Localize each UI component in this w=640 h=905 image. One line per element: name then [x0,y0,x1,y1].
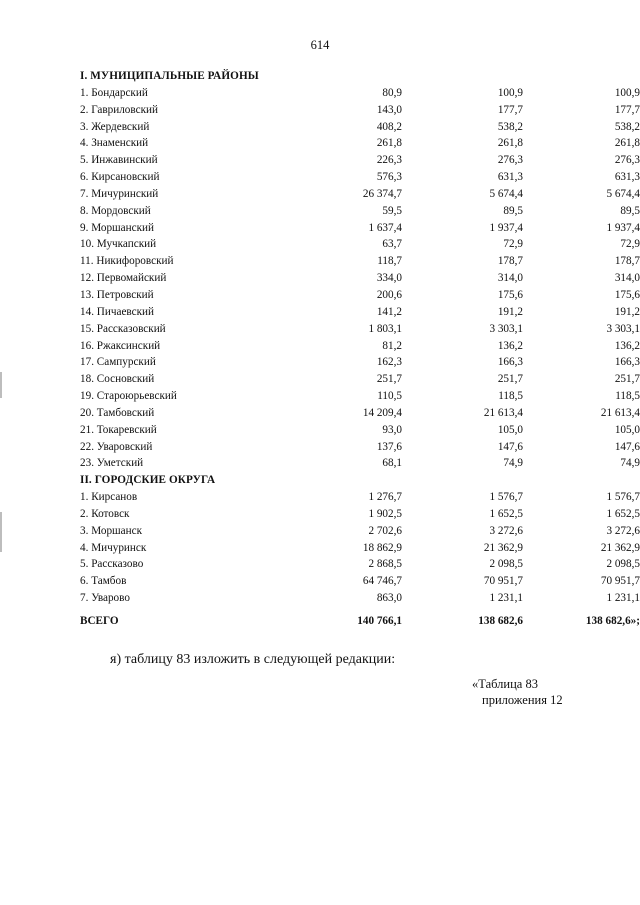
territory-name: 23. Уметский [80,457,144,470]
value-col-2: 3 303,1 [489,322,523,335]
page-number: 614 [310,38,330,52]
value-col-3: 1 937,4 [606,221,640,234]
table-row [80,220,640,237]
value-col-2: 276,3 [497,154,523,167]
value-col-3: 21 362,9 [600,541,640,554]
territory-name: 12. Первомайский [80,272,167,285]
table-row [80,236,640,253]
value-col-3: 251,7 [614,373,640,386]
value-col-1: 80,9 [382,86,402,99]
value-col-3: 70 951,7 [600,575,640,588]
value-col-2: 538,2 [497,120,523,133]
table-row [80,405,640,422]
value-col-1: 118,7 [377,255,402,268]
value-col-1: 68,1 [382,457,402,470]
value-col-3: 538,2 [614,120,640,133]
value-col-2: 147,6 [497,440,523,453]
total-col-3: 138 682,6»; [585,615,640,627]
value-col-3: 177,7 [614,103,640,116]
territory-name: 1. Кирсанов [80,491,138,504]
territory-name: 7. Мичуринский [80,187,159,200]
value-col-1: 1 276,7 [368,491,402,504]
value-col-3: 191,2 [614,305,640,318]
value-col-1: 863,0 [376,592,402,605]
value-col-2: 21 613,4 [483,406,523,419]
value-col-2: 175,6 [497,288,523,301]
territory-name: 2. Котовск [80,507,130,520]
value-col-3: 89,5 [620,204,640,217]
table-reference-title: «Таблица 83 [472,677,538,691]
table-row [80,304,640,321]
territory-name: 16. Ржаксинский [80,339,161,352]
value-col-3: 261,8 [614,137,640,150]
value-col-2: 1 652,5 [489,507,523,520]
value-col-3: 631,3 [614,171,640,184]
table-row [80,354,640,371]
table-row [80,85,640,102]
value-col-1: 162,3 [376,356,402,369]
value-col-3: 276,3 [614,154,640,167]
scan-edge-mark [0,512,2,552]
value-col-3: 105,0 [614,423,640,436]
total-label: ВСЕГО [80,615,119,627]
value-col-2: 166,3 [497,356,523,369]
territory-name: 22. Уваровский [80,440,153,453]
table-row [80,540,640,557]
section-title: II. ГОРОДСКИЕ ОКРУГА [80,474,216,487]
value-col-2: 72,9 [503,238,523,251]
value-col-3: 74,9 [620,457,640,470]
budget-table [80,68,640,630]
value-col-3: 72,9 [620,238,640,251]
territory-name: 4. Знаменский [80,137,149,150]
value-col-3: 100,9 [614,86,640,99]
value-col-2: 261,8 [497,137,523,150]
territory-name: 11. Никифоровский [80,255,174,268]
value-col-1: 81,2 [382,339,402,352]
value-col-3: 175,6 [614,288,640,301]
territory-name: 9. Моршанский [80,221,154,234]
value-col-1: 26 374,7 [362,187,402,200]
value-col-2: 105,0 [497,423,523,436]
value-col-3: 1 576,7 [606,491,640,504]
value-col-1: 2 868,5 [368,558,402,571]
value-col-2: 3 272,6 [489,524,523,537]
value-col-3: 166,3 [614,356,640,369]
total-row [80,613,640,630]
value-col-2: 177,7 [497,103,523,116]
territory-name: 5. Рассказово [80,558,144,571]
value-col-3: 118,5 [615,390,640,403]
value-col-1: 2 702,6 [368,524,402,537]
value-col-1: 18 862,9 [362,541,402,554]
territory-name: 4. Мичуринск [80,541,147,554]
table-row [80,556,640,573]
value-col-3: 178,7 [614,255,640,268]
table-row [80,338,640,355]
territory-name: 20. Тамбовский [80,406,155,419]
section-title: I. МУНИЦИПАЛЬНЫЕ РАЙОНЫ [80,70,259,82]
value-col-1: 251,7 [376,373,402,386]
table-row [80,523,640,540]
value-col-2: 2 098,5 [489,558,523,571]
territory-name: 2. Гавриловский [80,103,158,116]
value-col-2: 178,7 [497,255,523,268]
table-reference-appendix: приложения 12 [482,693,563,707]
territory-name: 21. Токаревский [80,423,157,436]
section-heading [80,472,605,489]
territory-name: 1. Бондарский [80,86,148,99]
table-row [80,321,640,338]
value-col-1: 93,0 [382,423,402,436]
territory-name: 17. Сампурский [80,356,156,369]
value-col-1: 1 803,1 [368,322,402,335]
value-col-3: 314,0 [614,272,640,285]
territory-name: 13. Петровский [80,288,154,301]
value-col-2: 631,3 [497,171,523,184]
value-col-1: 200,6 [376,288,402,301]
territory-name: 5. Инжавинский [80,154,158,167]
value-col-1: 110,5 [377,390,402,403]
value-col-1: 576,3 [376,171,402,184]
table-row [80,388,640,405]
value-col-2: 5 674,4 [489,187,523,200]
value-col-3: 21 613,4 [600,406,640,419]
value-col-2: 314,0 [497,272,523,285]
value-col-1: 408,2 [376,120,402,133]
value-col-2: 1 231,1 [489,592,523,605]
territory-name: 14. Пичаевский [80,305,154,318]
table-row [80,506,640,523]
value-col-3: 136,2 [614,339,640,352]
value-col-1: 64 746,7 [362,575,402,588]
value-col-1: 14 209,4 [362,406,402,419]
table-row [80,455,640,472]
value-col-3: 3 272,6 [606,524,640,537]
table-row [80,169,640,186]
territory-name: 15. Рассказовский [80,322,166,335]
value-col-1: 1 902,5 [368,507,402,520]
table-row [80,203,640,220]
value-col-2: 21 362,9 [483,541,523,554]
value-col-1: 261,8 [376,137,402,150]
value-col-2: 89,5 [503,204,523,217]
total-col-1: 140 766,1 [357,615,402,627]
value-col-3: 1 652,5 [606,507,640,520]
value-col-1: 143,0 [376,103,402,116]
territory-name: 10. Мучкапский [80,238,157,251]
value-col-2: 100,9 [497,86,523,99]
table-row [80,573,640,590]
table-row [80,152,640,169]
value-col-3: 2 098,5 [606,558,640,571]
table-row [80,422,640,439]
value-col-2: 191,2 [497,305,523,318]
territory-name: 3. Моршанск [80,524,143,537]
scan-edge-mark [0,372,2,398]
territory-name: 3. Жердевский [80,120,150,133]
value-col-2: 1 576,7 [489,491,523,504]
territory-name: 6. Кирсановский [80,171,160,184]
table-row [80,287,640,304]
territory-name: 8. Мордовский [80,204,151,217]
table-row [80,119,640,136]
value-col-2: 74,9 [503,457,523,470]
territory-name: 6. Тамбов [80,575,127,588]
value-col-3: 1 231,1 [606,592,640,605]
value-col-3: 3 303,1 [606,322,640,335]
table-row [80,439,640,456]
value-col-1: 1 637,4 [368,221,402,234]
value-col-2: 1 937,4 [489,221,523,234]
value-col-2: 118,5 [498,390,523,403]
value-col-2: 70 951,7 [483,575,523,588]
value-col-2: 136,2 [497,339,523,352]
table-reference [472,676,563,708]
table-row [80,371,640,388]
table-row [80,253,640,270]
table-row [80,489,640,506]
value-col-1: 141,2 [376,305,402,318]
table-row [80,590,640,607]
value-col-1: 137,6 [376,440,402,453]
total-col-2: 138 682,6 [478,615,523,627]
value-col-1: 226,3 [376,154,402,167]
table-row [80,135,640,152]
value-col-3: 5 674,4 [606,187,640,200]
table-row [80,102,640,119]
table-row [80,186,640,203]
value-col-1: 59,5 [382,204,402,217]
edit-instruction: я) таблицу 83 изложить в следующей редакции: [110,652,396,667]
table-row [80,270,640,287]
territory-name: 7. Уварово [80,592,130,605]
territory-name: 18. Сосновский [80,373,155,386]
value-col-3: 147,6 [614,440,640,453]
territory-name: 19. Староюрьевский [80,390,177,403]
value-col-1: 63,7 [382,238,402,251]
value-col-1: 334,0 [376,272,402,285]
section-heading [80,68,605,85]
value-col-2: 251,7 [497,373,523,386]
